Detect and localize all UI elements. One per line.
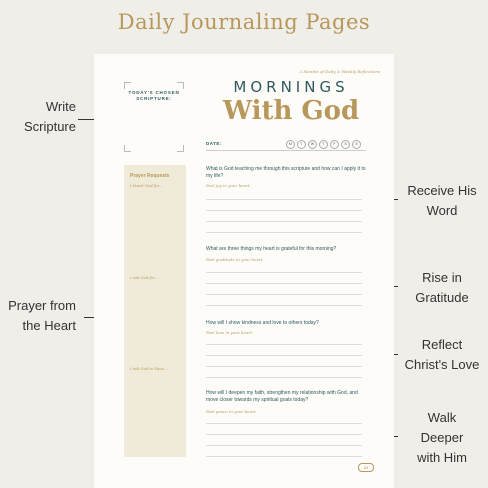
callout-walk: [400, 408, 484, 468]
writing-line[interactable]: [206, 377, 362, 378]
question-1: What is God teaching me through this scripture and how can I apply it to my life?: [206, 166, 366, 179]
heading-mornings: MORNINGS: [233, 78, 349, 96]
question-4-hint: Feel peace in your heart.: [206, 409, 257, 414]
corner-mark: [124, 145, 131, 152]
callout-line: with Him: [417, 450, 467, 465]
writing-line[interactable]: [206, 232, 362, 233]
writing-line[interactable]: [206, 456, 362, 457]
writing-line[interactable]: [206, 210, 362, 211]
page-subtitle: 3 Months of Daily & Weekly Reflections: [299, 69, 380, 74]
page-title: Daily Journaling Pages: [117, 10, 371, 34]
callout-line: Rise in: [422, 270, 462, 285]
prayer-bless: I ask God to bless....: [130, 366, 170, 371]
writing-line[interactable]: [206, 344, 362, 345]
writing-line[interactable]: [206, 283, 362, 284]
callout-line: Deeper: [420, 430, 464, 445]
day-circle[interactable]: W: [308, 140, 317, 149]
prayer-thank: I thank God for....: [130, 183, 164, 188]
question-4: How will I deepen my faith, strengthen my relationship with God, and move closer towards my spiritual goals today?: [206, 390, 358, 403]
corner-mark: [177, 145, 184, 152]
scripture-label: [124, 90, 184, 102]
callout-line: Prayer from: [8, 298, 76, 313]
writing-line[interactable]: [206, 221, 362, 222]
writing-line[interactable]: [206, 445, 362, 446]
corner-mark: [124, 82, 131, 89]
writing-line[interactable]: [206, 355, 362, 356]
scripture-label-line: TODAY'S CHOSEN: [128, 90, 180, 95]
callout-line: Word: [426, 203, 458, 218]
callout-line: Christ's Love: [404, 357, 480, 372]
journal-page: [94, 54, 394, 488]
writing-line[interactable]: [206, 294, 362, 295]
callout-line: Walk: [427, 410, 457, 425]
writing-line[interactable]: [206, 305, 362, 306]
day-circle[interactable]: F: [330, 140, 339, 149]
prayer-requests-heading: Prayer Requests: [130, 173, 170, 179]
page-number: 63: [358, 463, 374, 472]
callout-line: Write: [45, 99, 76, 114]
callout-line: Scripture: [23, 119, 76, 134]
callout-reflect: [400, 335, 484, 375]
date-row[interactable]: [206, 140, 366, 151]
scripture-box[interactable]: [124, 82, 184, 152]
prayer-requests-column[interactable]: [124, 165, 186, 457]
writing-line[interactable]: [206, 199, 362, 200]
heading-with-god: With God: [222, 96, 360, 126]
day-circle[interactable]: S: [341, 140, 350, 149]
day-circle[interactable]: T: [297, 140, 306, 149]
day-circle[interactable]: S: [352, 140, 361, 149]
question-1-hint: Feel joy in your heart.: [206, 183, 251, 188]
callout-line: Reflect: [421, 337, 463, 352]
prayer-ask: I ask God for....: [130, 275, 160, 280]
question-2-hint: Feel gratitude in your heart.: [206, 257, 264, 262]
scripture-label-line: SCRIPTURE:: [136, 96, 172, 101]
callout-line: Receive His: [407, 183, 477, 198]
writing-line[interactable]: [206, 272, 362, 273]
corner-mark: [177, 82, 184, 89]
question-3-hint: Feel love in your heart.: [206, 330, 254, 335]
date-label: DATE:: [206, 141, 222, 146]
writing-line[interactable]: [206, 423, 362, 424]
day-circle[interactable]: M: [286, 140, 295, 149]
callout-rise: [400, 268, 484, 308]
callout-receive: [400, 181, 484, 221]
callout-write-scripture: [20, 97, 76, 137]
question-3: How will I show kindness and love to others today?: [206, 320, 319, 326]
callout-line: the Heart: [22, 318, 76, 333]
writing-line[interactable]: [206, 366, 362, 367]
question-2: What are three things my heart is grateful for this morning?: [206, 246, 337, 252]
callout-prayer: [4, 296, 76, 336]
writing-line[interactable]: [206, 434, 362, 435]
day-circle[interactable]: T: [319, 140, 328, 149]
callout-line: Gratitude: [415, 290, 469, 305]
